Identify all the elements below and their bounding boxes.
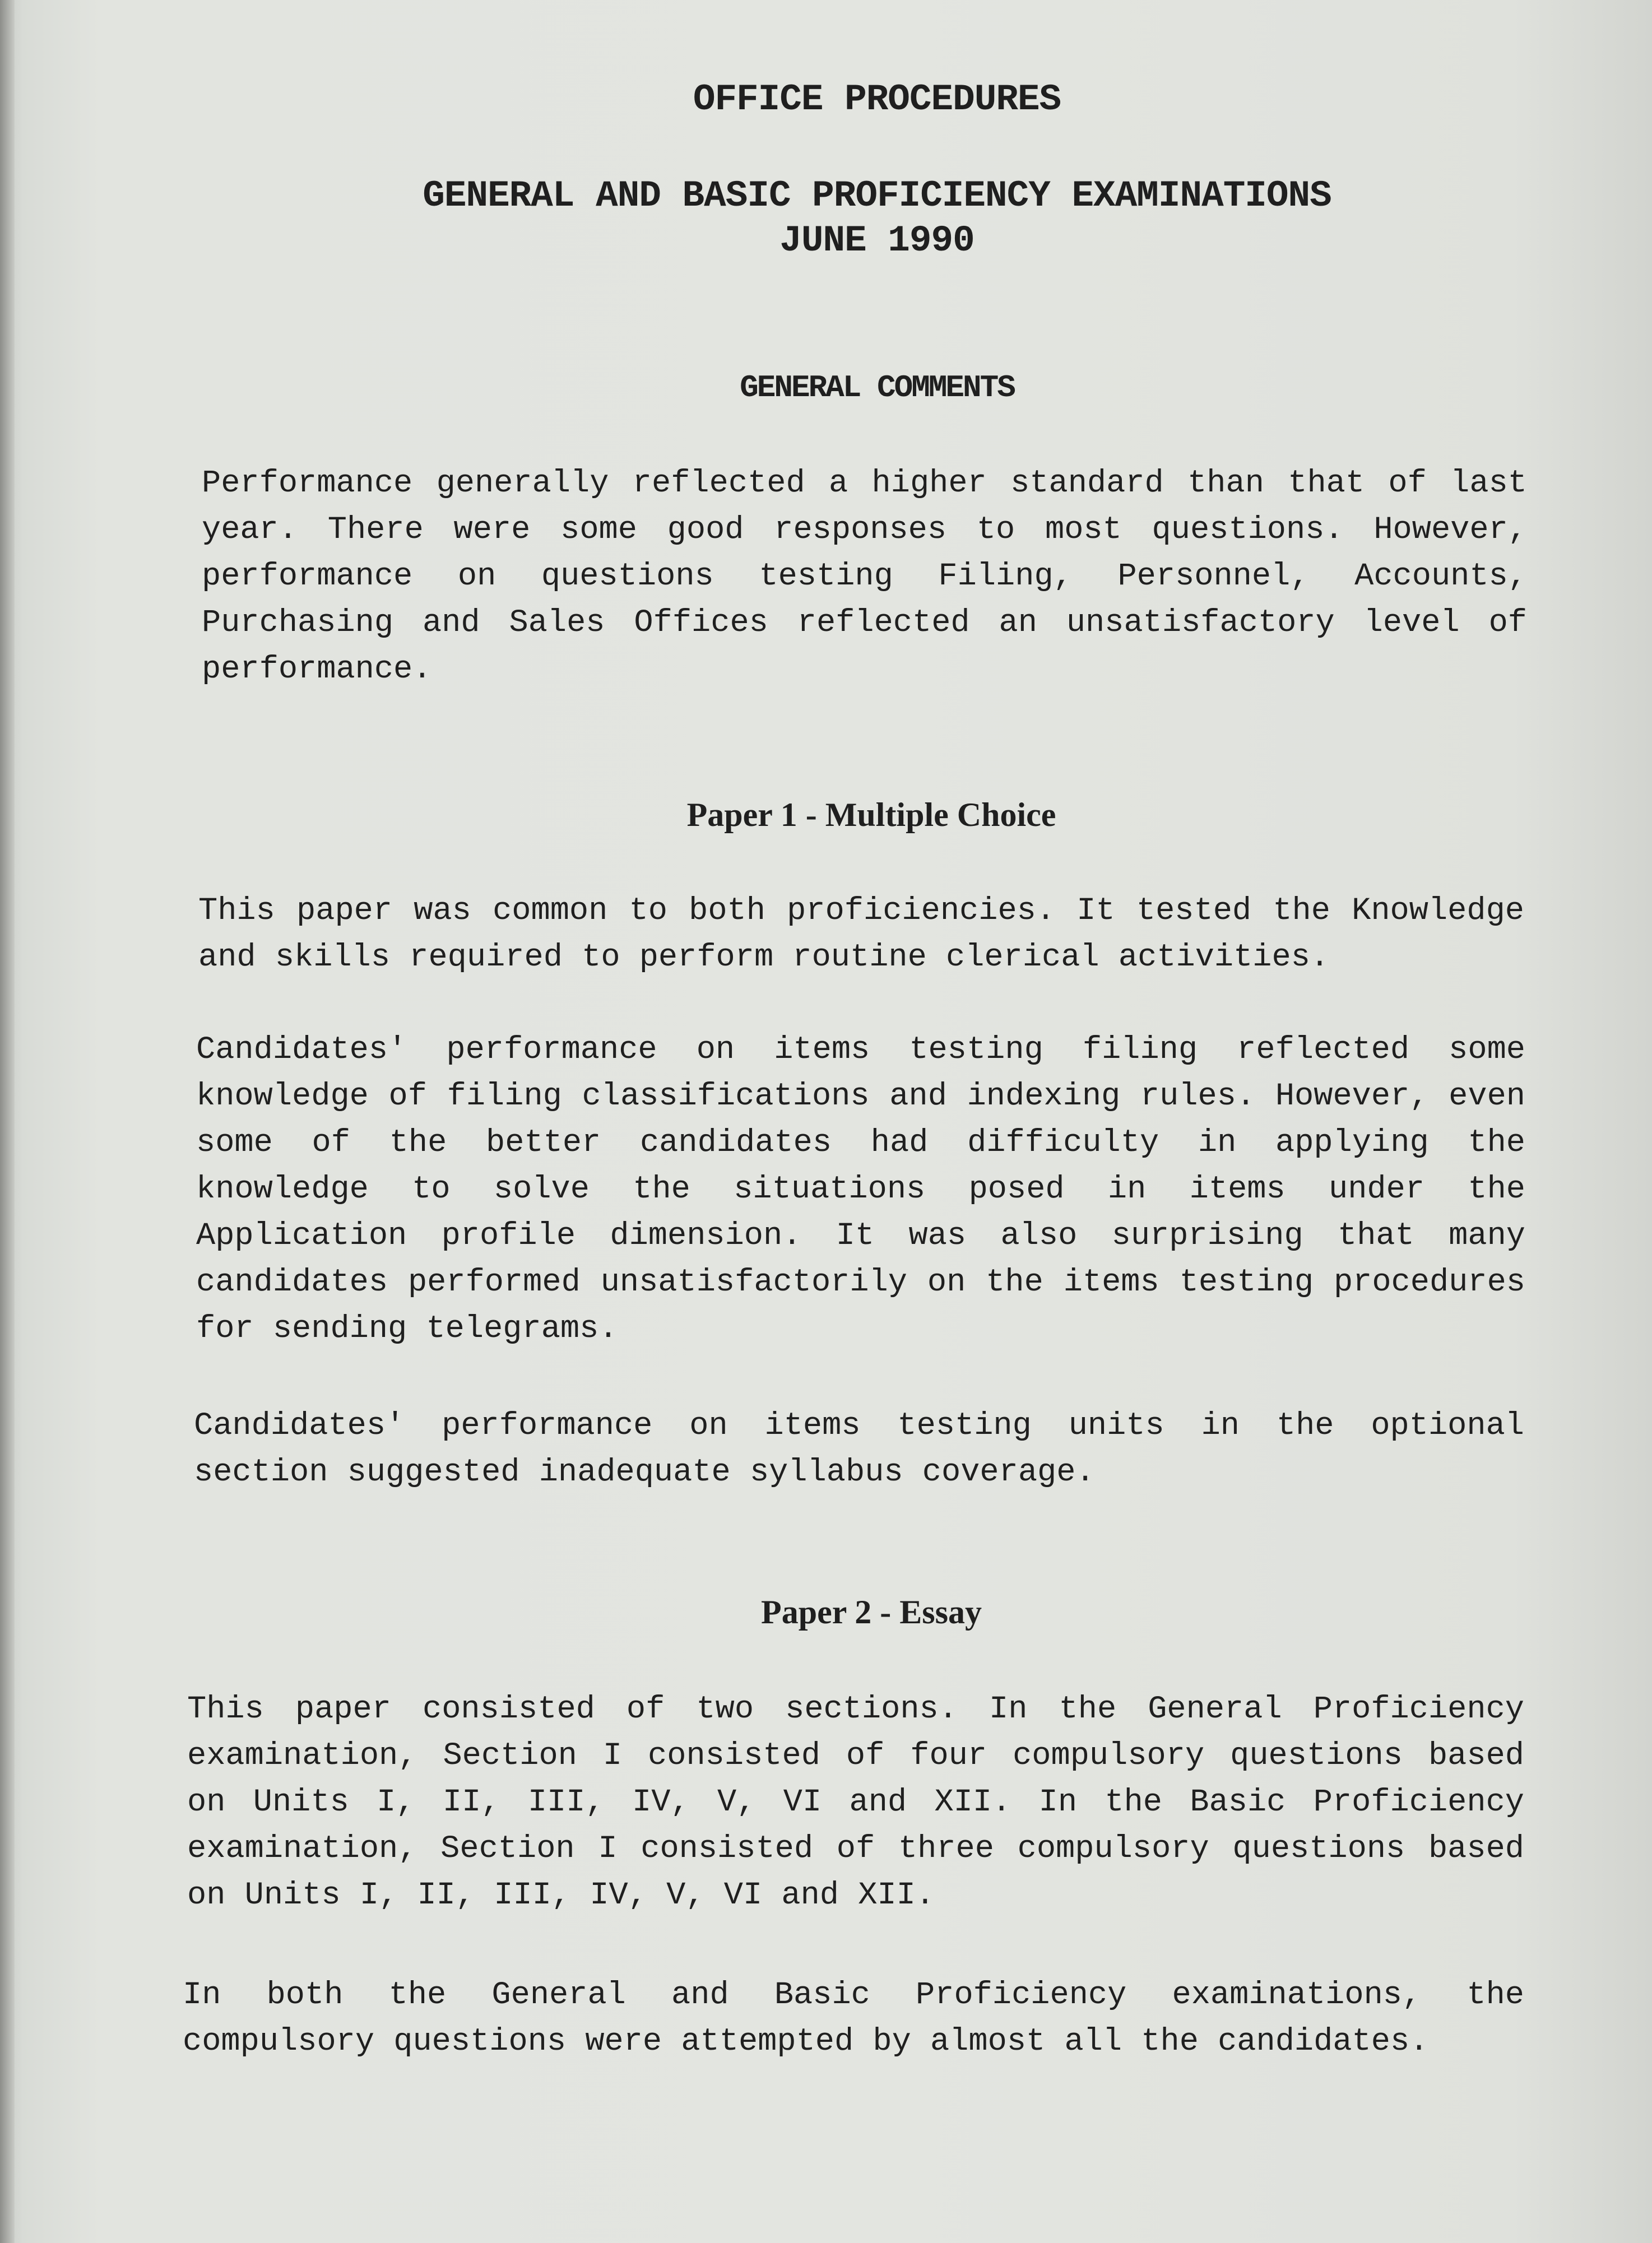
examination-title: GENERAL AND BASIC PROFICIENCY EXAMINATIONS [423, 175, 1331, 217]
general-comments-paragraph: Performance generally reflected a higher standard than that of last year. There were some good responses to most questions. However, performance on questions testing Filing, Personnel, Accounts, Purchasing and Sales Offices reflected an unsatisfactory level of performance. [202, 466, 1527, 688]
examination-date: JUNE 1990 [779, 220, 975, 262]
paper-2-paragraph-1: This paper consisted of two sections. In the General Proficiency examination, Section I consisted of four compulsory questions based on Units I, II, III, IV, V, VI and XII. In the Basic Proficiency examination, Section I consisted of three compulsory questions based on Units I, II, III, IV, V, VI and XII. [187, 1692, 1524, 1914]
paper-1-paragraph-3: Candidates' performance on items testing units in the optional section suggested inadequate syllabus coverage. [194, 1408, 1524, 1490]
paper-2-paragraph-2: In both the General and Basic Proficiency examinations, the compulsory questions were attempted by almost all the candidates. [183, 1977, 1524, 2060]
paper-2-heading: Paper 2 - Essay [761, 1594, 982, 1631]
paper-1-heading: Paper 1 - Multiple Choice [686, 796, 1056, 833]
general-comments-heading: GENERAL COMMENTS [740, 370, 1014, 406]
paper-1-paragraph-2: Candidates' performance on items testing filing reflected some knowledge of filing classifications and indexing rules. However, even some of the better candidates had difficulty in applying the knowledge to solve the situations posed in items under the Application profile dimension. It was also surprising that many candidates performed unsatisfactorily on the items testing procedures for sending telegrams. [196, 1032, 1525, 1347]
document-title: OFFICE PROCEDURES [693, 78, 1061, 120]
paper-1-paragraph-1: This paper was common to both proficiencies. It tested the Knowledge and skills required to perform routine clerical activities. [198, 893, 1524, 976]
page-edge-shadow [0, 0, 15, 2243]
